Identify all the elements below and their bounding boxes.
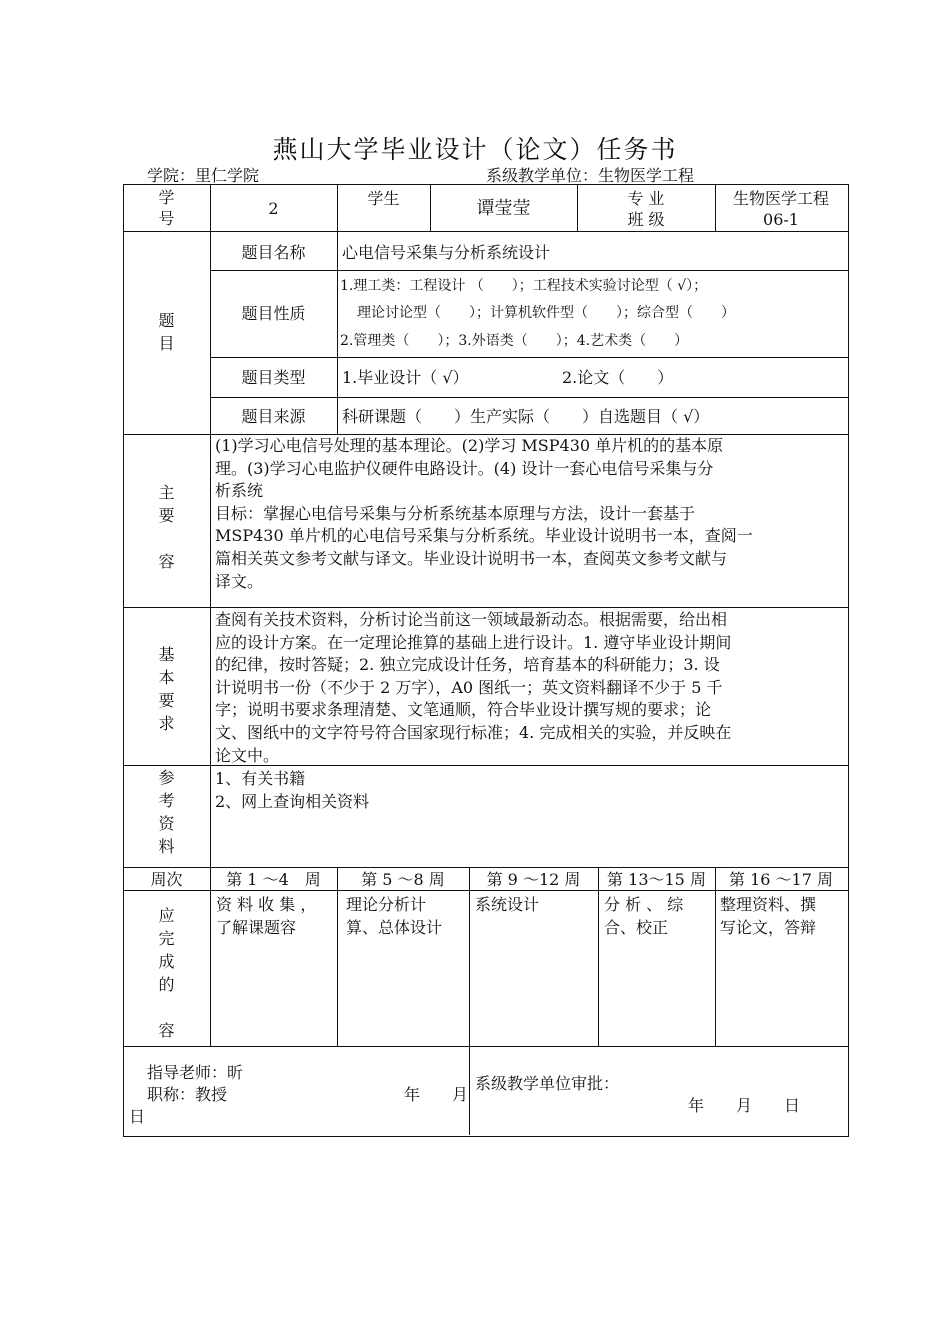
- requirements-line: 查阅有关技术资料，分析讨论当前这一领域最新动态。根据需要，给出相: [215, 610, 728, 629]
- student-id-label-1: 学: [158, 188, 175, 207]
- content-line: 理。(3)学习心电监护仪硬件电路设计。(4) 设计一套心电信号采集与分: [215, 458, 714, 478]
- task-line: 整理资料、撰: [720, 895, 817, 914]
- task-cell: [475, 893, 595, 916]
- requirements-line: 的纪律，按时答疑；2. 独立完成设计任务，培育基本的科研能力；3. 设: [215, 655, 720, 675]
- task-cell: [346, 893, 466, 939]
- references-section-label: [123, 766, 210, 858]
- label-char: 参: [158, 768, 175, 787]
- task-cell: [604, 893, 712, 939]
- task-line: 写论文，答辩: [720, 918, 817, 937]
- topic-type-option-1: 1.毕业设计（ √）: [342, 368, 469, 387]
- label-char: [123, 527, 210, 550]
- major-value-2: 06-1: [763, 210, 799, 229]
- divider: [598, 867, 599, 1046]
- topic-source-value: 科研课题（ ）生产实际（ ）自选题目（ √）: [342, 407, 710, 426]
- label-char: 应: [158, 906, 175, 925]
- week-cell: 第 9 ～12 周: [486, 870, 581, 889]
- label-char: 考: [158, 791, 175, 810]
- week-label: 周次: [150, 870, 183, 889]
- divider: [210, 357, 849, 358]
- topic-nature-line-3: 2.管理类（ ）；3.外语类（ ）；4.艺术类（ ）: [340, 333, 689, 349]
- topic-section-label: [123, 309, 210, 355]
- label-char: 目: [158, 334, 175, 353]
- divider: [337, 867, 338, 1046]
- task-cell: [720, 893, 845, 939]
- reference-item: 2、网上查询相关资料: [215, 792, 370, 811]
- divider: [123, 231, 849, 232]
- student-name-value: 谭莹莹: [476, 198, 531, 219]
- label-char: 要: [158, 506, 175, 525]
- reference-item: 1、有关书籍: [215, 769, 306, 788]
- advisor-name: 指导老师：昕: [147, 1063, 244, 1082]
- advisor-rank: 职称：教授: [147, 1085, 228, 1104]
- week-cell: 第 16 ～17 周: [729, 870, 833, 889]
- divider: [715, 867, 716, 1046]
- advisor-date-year-month: 年 月: [404, 1085, 469, 1104]
- label-char: 题: [158, 311, 175, 330]
- label-char: 容: [158, 552, 175, 571]
- approval-label: 系级教学单位审批：: [475, 1074, 620, 1093]
- label-char: 的: [158, 975, 175, 994]
- approval-date: 年 月 日: [688, 1096, 801, 1115]
- page-title: 燕山大学毕业设计（论文）任务书: [272, 135, 678, 164]
- department-label: 系级教学单位：生物医学工程: [486, 166, 695, 185]
- topic-name-value: 心电信号采集与分析系统设计: [342, 243, 551, 262]
- major-label-1: 专 业: [627, 189, 665, 208]
- requirements-body: [215, 609, 843, 767]
- divider: [123, 1046, 849, 1047]
- label-char: 资: [158, 814, 175, 833]
- week-cell: 第 1 ～4 周: [226, 870, 321, 889]
- content-line: (1)学习心电信号处理的基本理论。(2)学习 MSP430 单片机的的基本原: [215, 436, 724, 455]
- label-char: 求: [158, 714, 175, 733]
- requirements-section-label: [123, 643, 210, 735]
- requirements-line: 字；说明书要求条理清楚、文笔通顺，符合毕业设计撰写规的要求；论: [215, 700, 712, 720]
- label-char: 要: [158, 691, 175, 710]
- content-section-label: [123, 481, 210, 573]
- week-cell: 第 5 ～8 周: [361, 870, 445, 889]
- requirements-line: 应的设计方案。在一定理论推算的基础上进行设计。1. 遵守毕业设计期间: [215, 632, 732, 652]
- label-char: 容: [158, 1021, 175, 1040]
- topic-type-label: 题目类型: [241, 368, 306, 387]
- divider: [123, 607, 849, 608]
- label-char: 料: [158, 837, 175, 856]
- student-id-value: 2: [268, 199, 279, 218]
- content-line: 析系统: [215, 481, 264, 501]
- topic-nature-label: 题目性质: [241, 304, 306, 323]
- task-line: 理论分析计: [346, 895, 427, 914]
- major-label-2: 班 级: [627, 210, 665, 229]
- label-char: 主: [158, 483, 175, 502]
- task-cell: [216, 893, 334, 939]
- divider: [123, 890, 849, 891]
- topic-name-label: 题目名称: [241, 243, 306, 262]
- tasks-section-label: [123, 904, 210, 1042]
- task-line: 系统设计: [475, 895, 540, 914]
- divider: [210, 397, 849, 398]
- requirements-line: 论文中。: [215, 745, 280, 765]
- task-line: 了解课题容: [216, 918, 297, 937]
- label-char: 完: [158, 929, 175, 948]
- divider: [337, 231, 338, 434]
- divider: [123, 867, 849, 868]
- content-line: MSP430 单片机的心电信号采集与分析系统。毕业设计说明书一本，查阅一: [215, 526, 753, 546]
- major-value-1: 生物医学工程: [732, 189, 829, 208]
- content-line: 目标：掌握心电信号采集与分析系统基本原理与方法，设计一套基于: [215, 503, 696, 523]
- label-char: 基: [158, 645, 175, 664]
- task-line: 资 料 收 集 ，: [216, 895, 317, 914]
- topic-source-label: 题目来源: [241, 407, 306, 426]
- requirements-line: 计说明书一份（不少于 2 万字），A0 图纸一；英文资料翻译不少于 5 千: [215, 677, 723, 697]
- divider: [210, 270, 849, 271]
- student-name-label: 学生: [367, 189, 400, 208]
- task-line: 算、总体设计: [346, 918, 443, 937]
- topic-nature-line-1: 1.理工类：工程设计 （ ）；工程技术实验讨论型（ √）；: [340, 278, 708, 294]
- label-char: 成: [158, 952, 175, 971]
- student-id-label-2: 号: [158, 209, 175, 228]
- label-char: 本: [158, 668, 175, 687]
- task-line: 分 析 、 综: [604, 895, 684, 914]
- task-line: 合、校正: [604, 918, 669, 937]
- requirements-line: 文、图纸中的文字符号符合国家现行标准；4. 完成相关的实验，并反映在: [215, 722, 732, 742]
- college-label: 学院：里仁学院: [147, 166, 260, 185]
- label-char: [123, 996, 210, 1019]
- content-line: 译文。: [215, 571, 264, 591]
- content-body: [215, 435, 843, 593]
- divider: [469, 867, 470, 1135]
- content-line: 篇相关英文参考文献与译文。毕业设计说明书一本，查阅英文参考文献与: [215, 548, 728, 568]
- topic-nature-line-2: 理论讨论型（ ）；计算机软件型（ ）；综合型（ ）: [357, 305, 735, 321]
- week-cell: 第 13～15 周: [607, 870, 706, 889]
- advisor-date-day: 日: [129, 1107, 146, 1126]
- topic-type-option-2: 2.论文（ ）: [562, 368, 674, 387]
